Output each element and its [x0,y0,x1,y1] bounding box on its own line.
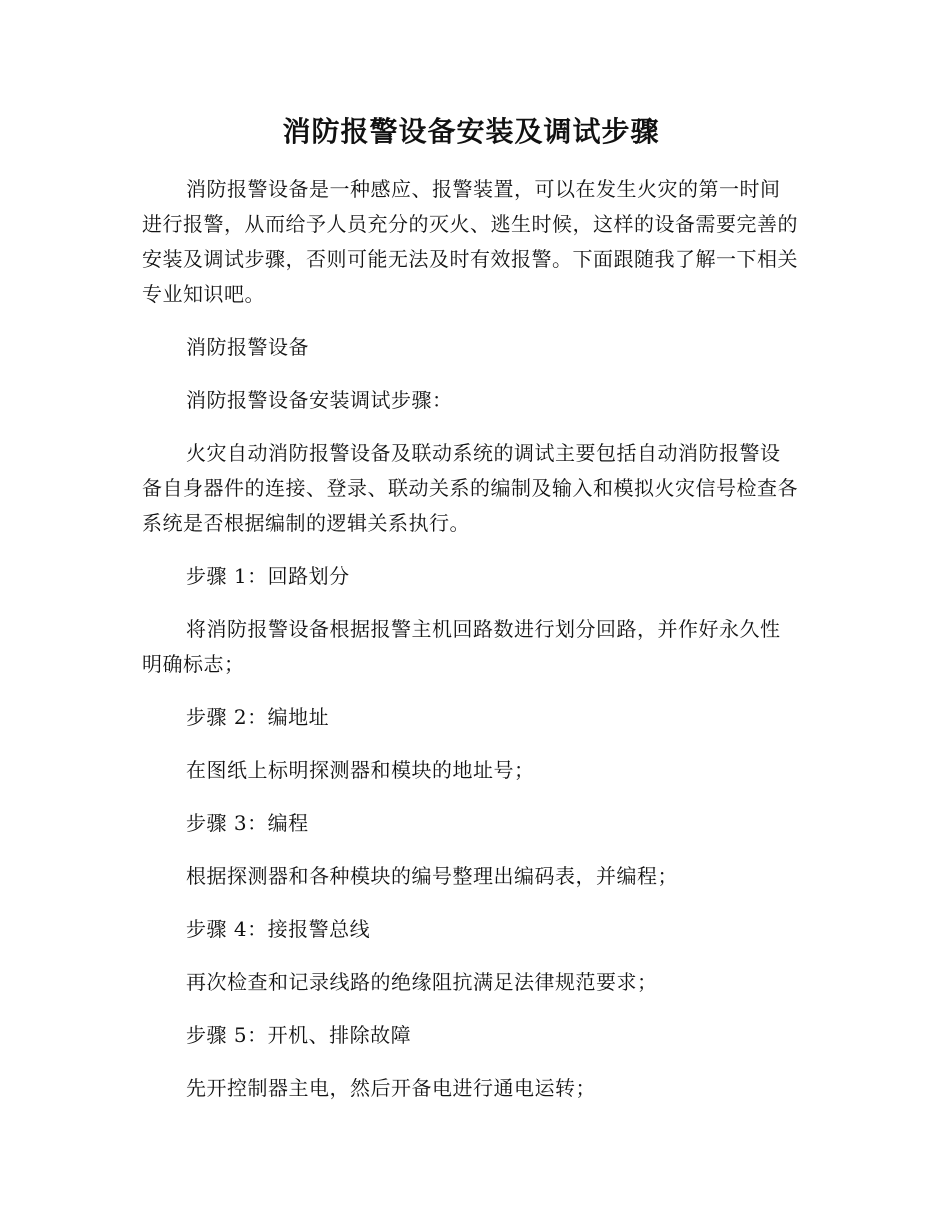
body-paragraph: 火灾自动消防报警设备及联动系统的调试主要包括自动消防报警设备自身器件的连接、登录、联动关系的编制及输入和模拟火灾信号检查各系统是否根据编制的逻辑关系执行。 [142,441,798,535]
step-3-text: 根据探测器和各种模块的编号整理出编码表，并编程； [186,864,678,888]
step-2-text: 在图纸上标明探测器和模块的地址号； [186,758,535,782]
document-title: 消防报警设备安装及调试步骤 [282,115,660,148]
section-subheading: 消防报警设备安装调试步骤： [186,388,453,412]
step-4-text: 再次检查和记录线路的绝缘阻抗满足法律规范要求； [186,970,658,994]
step-1-heading: 步骤 1：回路划分 [186,564,350,588]
step-5-text: 先开控制器主电，然后开备电进行通电运转； [186,1076,596,1100]
intro-paragraph: 消防报警设备是一种感应、报警装置，可以在发生火灾的第一时间进行报警，从而给予人员充分的灭火、逃生时候，这样的设备需要完善的安装及调试步骤，否则可能无法及时有效报警。下面跟随我了解一下相关专业知识吧。 [142,177,798,306]
step-1-text: 将消防报警设备根据报警主机回路数进行划分回路，并作好永久性明确标志； [142,617,781,676]
step-5-heading: 步骤 5：开机、排除故障 [186,1023,412,1047]
step-2-heading: 步骤 2：编地址 [186,705,330,729]
step-4-heading: 步骤 4：接报警总线 [186,917,371,941]
section-heading: 消防报警设备 [186,335,309,359]
step-3-heading: 步骤 3：编程 [186,811,309,835]
